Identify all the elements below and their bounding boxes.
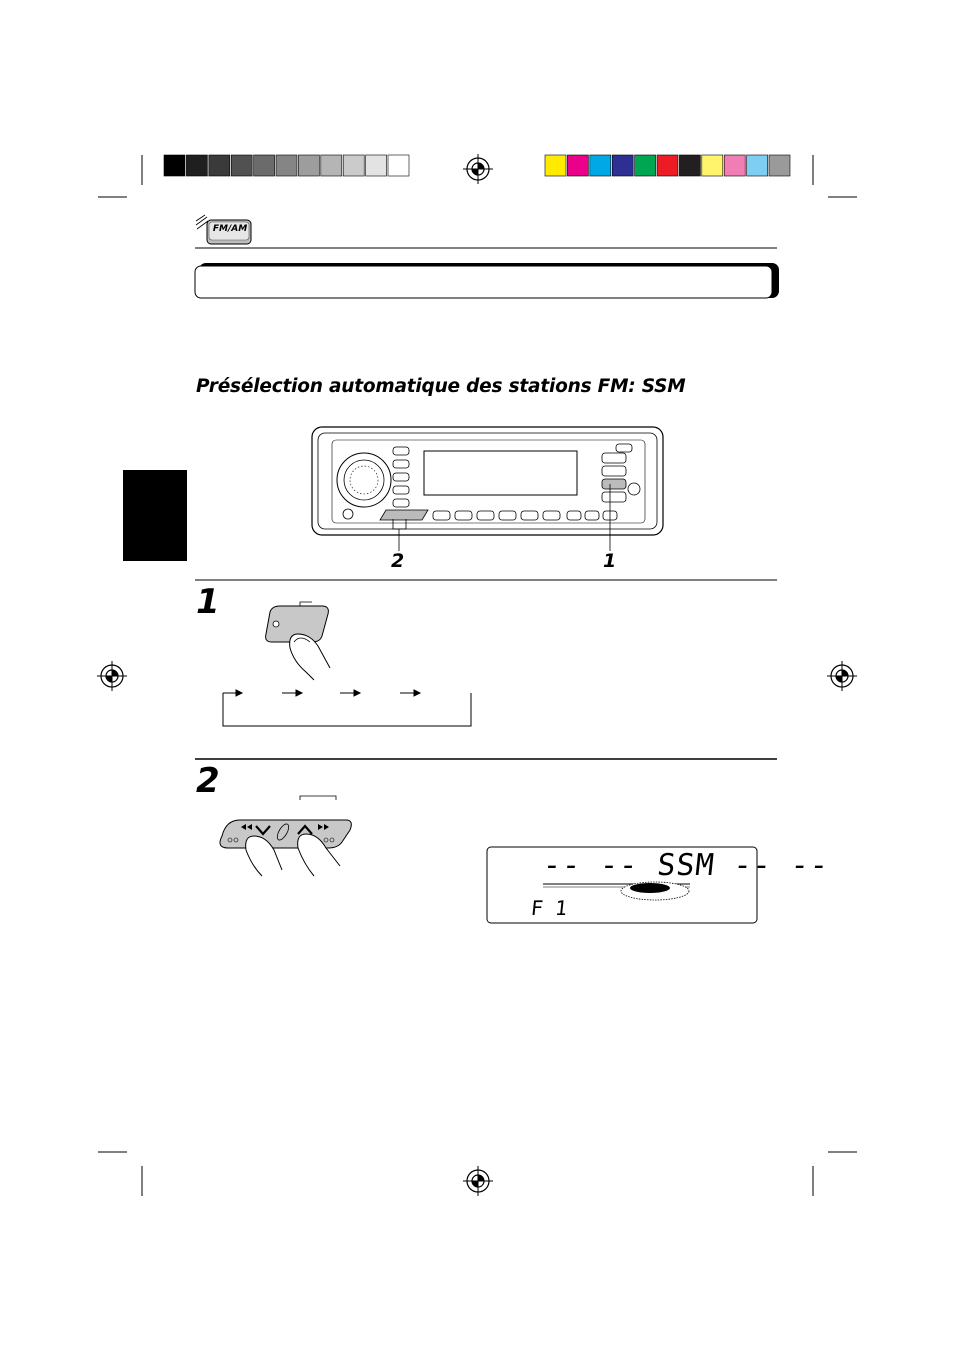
crop-marks: [98, 155, 857, 1196]
calibration-swatch: [276, 155, 297, 176]
color-calibration-bar: [545, 155, 790, 176]
band-cycle-diagram: [223, 690, 471, 726]
side-language-tab: [123, 470, 187, 561]
calibration-swatch: [254, 155, 275, 176]
callout-number-right: 1: [603, 550, 617, 572]
calibration-swatch: [702, 155, 723, 176]
step-number-1: 1: [196, 582, 220, 622]
callout-number-left: 2: [391, 550, 405, 572]
calibration-swatch: [612, 155, 633, 176]
lcd-band-readout: F 1: [529, 896, 569, 920]
registration-mark-right-icon: [827, 661, 857, 691]
calibration-swatch: [231, 155, 252, 176]
registration-mark-left-icon: [97, 661, 127, 691]
fm-am-badge-label: FM/AM: [212, 224, 248, 234]
section-subtitle: Présélection automatique des stations FM: SSM: [196, 376, 686, 397]
section-title: [205, 272, 765, 292]
car-stereo-faceplate: [312, 427, 663, 551]
registration-mark-bottom-icon: [463, 1166, 493, 1196]
calibration-swatch: [321, 155, 342, 176]
calibration-swatch: [567, 155, 588, 176]
calibration-swatch: [388, 155, 409, 176]
calibration-swatch: [298, 155, 319, 176]
calibration-swatch: [724, 155, 745, 176]
step-number-2: 2: [196, 761, 220, 801]
calibration-swatch: [769, 155, 790, 176]
calibration-swatch: [590, 155, 611, 176]
calibration-swatch: [679, 155, 700, 176]
calibration-swatch: [545, 155, 566, 176]
calibration-swatch: [343, 155, 364, 176]
calibration-swatch: [366, 155, 387, 176]
calibration-swatch: [209, 155, 230, 176]
calibration-swatch: [657, 155, 678, 176]
calibration-swatch: [747, 155, 768, 176]
calibration-swatch: [186, 155, 207, 176]
grayscale-calibration-bar: [164, 155, 409, 176]
calibration-swatch: [164, 155, 185, 176]
seek-buttons-press-icon: [220, 796, 351, 876]
registration-mark-top-icon: [463, 154, 493, 184]
calibration-swatch: [635, 155, 656, 176]
lcd-main-readout: -- -- SSM -- --: [541, 848, 831, 883]
band-button-press-icon: [266, 602, 330, 680]
